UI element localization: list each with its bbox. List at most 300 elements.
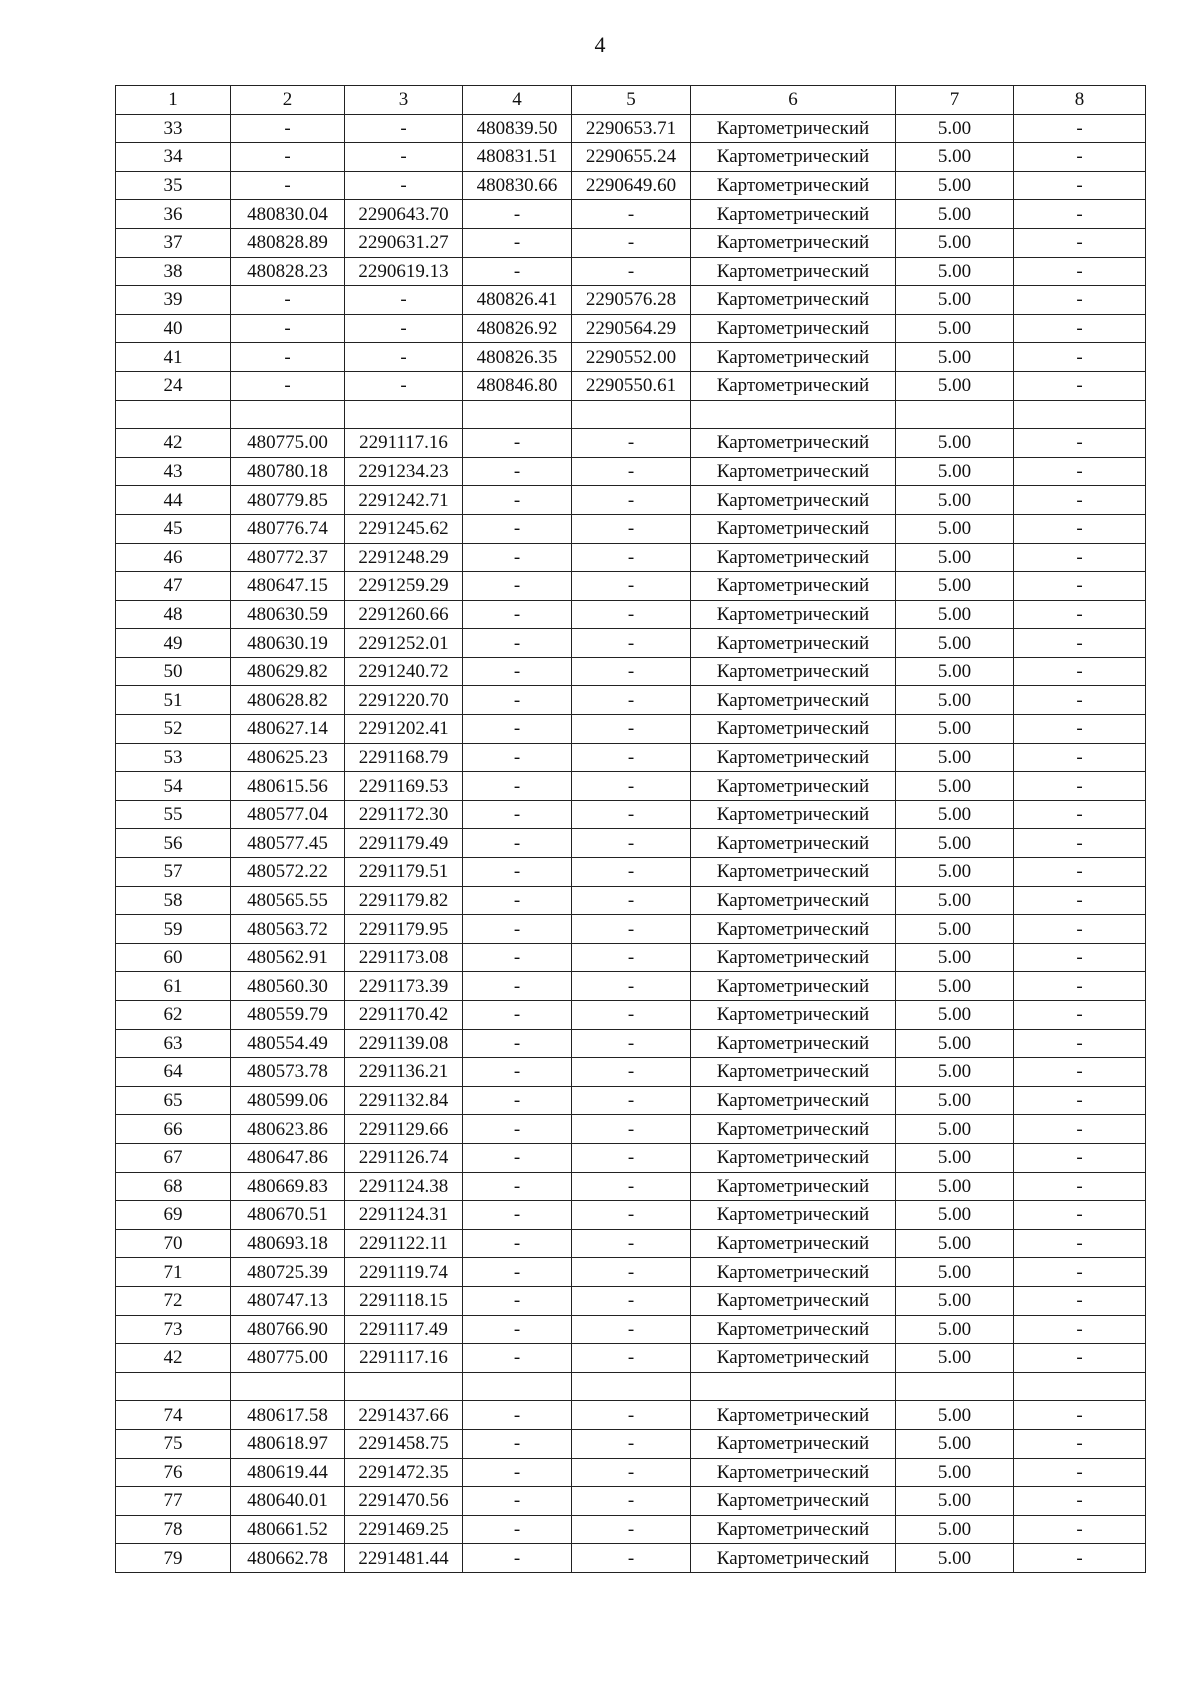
table-cell-col-5: - (572, 686, 691, 715)
table-row (116, 1143, 1146, 1172)
table-cell-col-4: - (463, 572, 572, 601)
table-cell-col-1: 51 (116, 686, 231, 715)
table-cell-col-8: - (1014, 657, 1146, 686)
table-cell-col-7: 5.00 (896, 657, 1014, 686)
table-cell-col-1: 53 (116, 743, 231, 772)
table-cell-col-4: - (463, 800, 572, 829)
table-cell-col-8: - (1014, 686, 1146, 715)
table-row (116, 800, 1146, 829)
table-cell-col-4: - (463, 1229, 572, 1258)
table-cell-col-7: 5.00 (896, 600, 1014, 629)
table-cell-col-4: - (463, 858, 572, 887)
table-cell-col-1: 44 (116, 486, 231, 515)
table-cell-col-2: 480577.45 (231, 829, 345, 858)
table-cell-col-1: 68 (116, 1172, 231, 1201)
table-cell-col-5: - (572, 429, 691, 458)
table-cell-col-3: 2291458.75 (345, 1429, 463, 1458)
table-cell-col-5: - (572, 1544, 691, 1573)
table-row (116, 114, 1146, 143)
table-cell-col-5: 2290552.00 (572, 343, 691, 372)
table-cell-col-6: Картометрический (691, 972, 896, 1001)
table-cell-col-4: - (463, 1315, 572, 1344)
table-row (116, 457, 1146, 486)
table-cell-col-5: - (572, 829, 691, 858)
table-cell-col-1: 67 (116, 1143, 231, 1172)
table-cell-col-7: 5.00 (896, 143, 1014, 172)
table-cell-col-8: - (1014, 1029, 1146, 1058)
table-cell-col-5: - (572, 1315, 691, 1344)
table-cell-col-7: 5.00 (896, 1515, 1014, 1544)
table-cell-col-5: - (572, 1429, 691, 1458)
table-cell-col-1: 64 (116, 1058, 231, 1087)
table-row (116, 429, 1146, 458)
table-cell-col-1: 49 (116, 629, 231, 658)
table-cell-col-2: 480559.79 (231, 1001, 345, 1030)
table-cell-col-5: - (572, 543, 691, 572)
table-row (116, 1001, 1146, 1030)
table-cell-col-6: Картометрический (691, 343, 896, 372)
table-cell-col-3: 2291470.56 (345, 1487, 463, 1516)
table-cell-col-1: 57 (116, 858, 231, 887)
table-cell-col-7: 5.00 (896, 1172, 1014, 1201)
table-cell-col-4: - (463, 1286, 572, 1315)
table-cell-col-4: - (463, 1143, 572, 1172)
table-cell-col-6: Картометрический (691, 371, 896, 400)
table-row (116, 371, 1146, 400)
header-cell-col-4: 4 (463, 86, 572, 115)
table-cell-col-7: 5.00 (896, 915, 1014, 944)
header-cell-col-5: 5 (572, 86, 691, 115)
table-cell-col-1: 71 (116, 1258, 231, 1287)
table-cell-col-3: 2291173.08 (345, 943, 463, 972)
table-cell-col-1: 48 (116, 600, 231, 629)
table-row (116, 143, 1146, 172)
table-row (116, 1344, 1146, 1373)
table-row (116, 486, 1146, 515)
table-cell-col-7: 5.00 (896, 114, 1014, 143)
table-cell-col-3: 2291129.66 (345, 1115, 463, 1144)
table-cell-col-7 (896, 400, 1014, 429)
table-cell-col-1: 24 (116, 371, 231, 400)
table-row (116, 1229, 1146, 1258)
table-cell-col-2: 480828.23 (231, 257, 345, 286)
table-cell-col-6: Картометрический (691, 1315, 896, 1344)
table-cell-col-2: 480617.58 (231, 1401, 345, 1430)
table-cell-col-3: 2291173.39 (345, 972, 463, 1001)
table-cell-col-7: 5.00 (896, 228, 1014, 257)
table-cell-col-6: Картометрический (691, 1258, 896, 1287)
table-row (116, 314, 1146, 343)
table-cell-col-3: 2291245.62 (345, 514, 463, 543)
table-cell-col-4 (463, 1372, 572, 1401)
table-cell-col-8: - (1014, 1458, 1146, 1487)
table-cell-col-2: 480693.18 (231, 1229, 345, 1258)
table-cell-col-1: 70 (116, 1229, 231, 1258)
table-cell-col-3: 2291126.74 (345, 1143, 463, 1172)
table-cell-col-8: - (1014, 1258, 1146, 1287)
table-cell-col-5: - (572, 457, 691, 486)
table-cell-col-4: - (463, 943, 572, 972)
table-cell-col-3 (345, 1372, 463, 1401)
table-row (116, 972, 1146, 1001)
table-cell-col-7: 5.00 (896, 1487, 1014, 1516)
table-cell-col-8: - (1014, 629, 1146, 658)
table-cell-col-4: - (463, 886, 572, 915)
table-cell-col-4: - (463, 1458, 572, 1487)
table-cell-col-8: - (1014, 1344, 1146, 1373)
table-cell-col-4: - (463, 1172, 572, 1201)
table-cell-col-7: 5.00 (896, 686, 1014, 715)
table-spacer-row (116, 400, 1146, 429)
table-cell-col-2: 480619.44 (231, 1458, 345, 1487)
table-cell-col-7: 5.00 (896, 286, 1014, 315)
table-cell-col-6: Картометрический (691, 915, 896, 944)
table-cell-col-3: 2291260.66 (345, 600, 463, 629)
table-cell-col-8: - (1014, 915, 1146, 944)
table-cell-col-3: 2291122.11 (345, 1229, 463, 1258)
table-cell-col-5 (572, 1372, 691, 1401)
table-cell-col-6: Картометрический (691, 629, 896, 658)
table-cell-col-3: 2291234.23 (345, 457, 463, 486)
table-cell-col-8: - (1014, 715, 1146, 744)
table-cell-col-6: Картометрический (691, 772, 896, 801)
table-cell-col-1: 45 (116, 514, 231, 543)
table-row (116, 514, 1146, 543)
table-row (116, 829, 1146, 858)
table-cell-col-8 (1014, 1372, 1146, 1401)
table-cell-col-2: 480630.19 (231, 629, 345, 658)
table-cell-col-4: - (463, 200, 572, 229)
table-cell-col-7: 5.00 (896, 257, 1014, 286)
table-cell-col-6: Картометрический (691, 1143, 896, 1172)
table-cell-col-2: 480647.15 (231, 572, 345, 601)
table-cell-col-1: 37 (116, 228, 231, 257)
table-cell-col-4: - (463, 715, 572, 744)
table-cell-col-2: - (231, 171, 345, 200)
table-cell-col-8: - (1014, 514, 1146, 543)
table-cell-col-5: - (572, 1172, 691, 1201)
table-cell-col-5: 2290655.24 (572, 143, 691, 172)
table-cell-col-2: 480562.91 (231, 943, 345, 972)
table-cell-col-2: 480630.59 (231, 600, 345, 629)
table-cell-col-3: 2291220.70 (345, 686, 463, 715)
table-cell-col-5: - (572, 257, 691, 286)
table-cell-col-8: - (1014, 1515, 1146, 1544)
table-cell-col-2: 480662.78 (231, 1544, 345, 1573)
table-cell-col-5: - (572, 1201, 691, 1230)
table-row (116, 1315, 1146, 1344)
table-cell-col-4: 480826.41 (463, 286, 572, 315)
table-cell-col-3: - (345, 143, 463, 172)
table-cell-col-3: 2291259.29 (345, 572, 463, 601)
table-cell-col-7: 5.00 (896, 1029, 1014, 1058)
table-cell-col-2: - (231, 143, 345, 172)
table-cell-col-2: 480661.52 (231, 1515, 345, 1544)
table-cell-col-2: 480554.49 (231, 1029, 345, 1058)
table-cell-col-7: 5.00 (896, 1143, 1014, 1172)
table-cell-col-6: Картометрический (691, 114, 896, 143)
table-cell-col-3: - (345, 114, 463, 143)
table-cell-col-7: 5.00 (896, 1058, 1014, 1087)
table-cell-col-4: - (463, 1429, 572, 1458)
table-cell-col-6: Картометрический (691, 1086, 896, 1115)
table-cell-col-6: Картометрический (691, 943, 896, 972)
header-cell-col-6: 6 (691, 86, 896, 115)
table-cell-col-1: 42 (116, 1344, 231, 1373)
table-cell-col-1: 56 (116, 829, 231, 858)
table-cell-col-2: - (231, 343, 345, 372)
table-cell-col-8: - (1014, 1115, 1146, 1144)
table-cell-col-3: 2290619.13 (345, 257, 463, 286)
table-cell-col-6: Картометрический (691, 715, 896, 744)
table-cell-col-5: - (572, 972, 691, 1001)
table-row (116, 943, 1146, 972)
table-cell-col-4: - (463, 686, 572, 715)
table-row (116, 1401, 1146, 1430)
table-cell-col-8: - (1014, 1058, 1146, 1087)
table-row (116, 1201, 1146, 1230)
table-cell-col-7: 5.00 (896, 1458, 1014, 1487)
table-cell-col-6: Картометрический (691, 1515, 896, 1544)
table-cell-col-5: 2290653.71 (572, 114, 691, 143)
table-cell-col-6: Картометрический (691, 286, 896, 315)
table-cell-col-8: - (1014, 1001, 1146, 1030)
table-cell-col-8: - (1014, 800, 1146, 829)
table-cell-col-2: 480573.78 (231, 1058, 345, 1087)
table-cell-col-3: 2291469.25 (345, 1515, 463, 1544)
header-cell-col-8: 8 (1014, 86, 1146, 115)
table-cell-col-1: 50 (116, 657, 231, 686)
table-cell-col-1: 33 (116, 114, 231, 143)
table-cell-col-1: 52 (116, 715, 231, 744)
table-cell-col-7: 5.00 (896, 1429, 1014, 1458)
table-cell-col-6: Картометрический (691, 829, 896, 858)
table-cell-col-2: 480628.82 (231, 686, 345, 715)
table-cell-col-8: - (1014, 858, 1146, 887)
table-cell-col-3: 2291124.31 (345, 1201, 463, 1230)
table-cell-col-3: 2291170.42 (345, 1001, 463, 1030)
table-cell-col-3: - (345, 314, 463, 343)
table-cell-col-4: 480831.51 (463, 143, 572, 172)
table-cell-col-8: - (1014, 257, 1146, 286)
table-cell-col-7: 5.00 (896, 629, 1014, 658)
table-row (116, 858, 1146, 887)
table-cell-col-8: - (1014, 371, 1146, 400)
table-cell-col-3: 2291139.08 (345, 1029, 463, 1058)
table-cell-col-4: - (463, 543, 572, 572)
table-cell-col-8: - (1014, 228, 1146, 257)
table-cell-col-2 (231, 1372, 345, 1401)
table-cell-col-5: - (572, 657, 691, 686)
table-cell-col-3: 2291117.16 (345, 429, 463, 458)
table-cell-col-3: 2291437.66 (345, 1401, 463, 1430)
table-row (116, 600, 1146, 629)
table-cell-col-5: 2290564.29 (572, 314, 691, 343)
table-cell-col-3: 2291172.30 (345, 800, 463, 829)
table-cell-col-3: 2291136.21 (345, 1058, 463, 1087)
table-cell-col-7: 5.00 (896, 1344, 1014, 1373)
table-cell-col-6: Картометрический (691, 657, 896, 686)
header-cell-col-3: 3 (345, 86, 463, 115)
table-cell-col-4: - (463, 1258, 572, 1287)
table-spacer-row (116, 1372, 1146, 1401)
table-cell-col-1: 47 (116, 572, 231, 601)
table-cell-col-3: 2291240.72 (345, 657, 463, 686)
table-cell-col-8: - (1014, 1401, 1146, 1430)
table-cell-col-6: Картометрический (691, 457, 896, 486)
table-cell-col-4: - (463, 1086, 572, 1115)
table-cell-col-8: - (1014, 486, 1146, 515)
table-cell-col-5: - (572, 1487, 691, 1516)
table-cell-col-6: Картометрический (691, 1201, 896, 1230)
table-cell-col-5 (572, 400, 691, 429)
table-cell-col-3: - (345, 171, 463, 200)
table-cell-col-4: - (463, 772, 572, 801)
table-cell-col-4: 480830.66 (463, 171, 572, 200)
table-cell-col-1 (116, 400, 231, 429)
table-row (116, 1544, 1146, 1573)
table-cell-col-8: - (1014, 943, 1146, 972)
table-cell-col-8: - (1014, 1286, 1146, 1315)
table-cell-col-1: 65 (116, 1086, 231, 1115)
table-cell-col-6: Картометрический (691, 514, 896, 543)
table-cell-col-4: - (463, 829, 572, 858)
table-cell-col-1: 72 (116, 1286, 231, 1315)
table-cell-col-7: 5.00 (896, 1315, 1014, 1344)
table-row (116, 886, 1146, 915)
table-cell-col-3: - (345, 371, 463, 400)
table-cell-col-1: 59 (116, 915, 231, 944)
table-cell-col-6: Картометрический (691, 228, 896, 257)
table-cell-col-5: - (572, 1029, 691, 1058)
table-row (116, 286, 1146, 315)
table-cell-col-3 (345, 400, 463, 429)
table-cell-col-5: - (572, 886, 691, 915)
table-cell-col-2: 480647.86 (231, 1143, 345, 1172)
table-cell-col-4: - (463, 1201, 572, 1230)
table-cell-col-8: - (1014, 886, 1146, 915)
table-row (116, 915, 1146, 944)
table-cell-col-5: - (572, 858, 691, 887)
table-cell-col-7: 5.00 (896, 886, 1014, 915)
table-cell-col-4 (463, 400, 572, 429)
table-cell-col-5: - (572, 1229, 691, 1258)
table-row (116, 1429, 1146, 1458)
table-cell-col-2: 480560.30 (231, 972, 345, 1001)
table-cell-col-7: 5.00 (896, 1229, 1014, 1258)
table-cell-col-2: 480779.85 (231, 486, 345, 515)
table-row (116, 657, 1146, 686)
table-cell-col-6: Картометрический (691, 429, 896, 458)
table-cell-col-8: - (1014, 200, 1146, 229)
table-cell-col-3: 2291179.49 (345, 829, 463, 858)
table-cell-col-4: - (463, 228, 572, 257)
table-cell-col-3: - (345, 286, 463, 315)
table-cell-col-3: 2290643.70 (345, 200, 463, 229)
table-cell-col-1: 63 (116, 1029, 231, 1058)
coordinates-table (115, 85, 1146, 1573)
table-cell-col-2: 480725.39 (231, 1258, 345, 1287)
table-cell-col-2: 480830.04 (231, 200, 345, 229)
table-cell-col-7: 5.00 (896, 429, 1014, 458)
table-cell-col-3: 2291481.44 (345, 1544, 463, 1573)
table-cell-col-7: 5.00 (896, 829, 1014, 858)
table-cell-col-8: - (1014, 143, 1146, 172)
table-cell-col-4: - (463, 1344, 572, 1373)
table-cell-col-2: 480629.82 (231, 657, 345, 686)
table-row (116, 1258, 1146, 1287)
table-cell-col-2: 480670.51 (231, 1201, 345, 1230)
table-row (116, 257, 1146, 286)
table-cell-col-2: 480618.97 (231, 1429, 345, 1458)
table-row (116, 543, 1146, 572)
table-cell-col-6: Картометрический (691, 800, 896, 829)
table-cell-col-7: 5.00 (896, 1258, 1014, 1287)
table-cell-col-7: 5.00 (896, 858, 1014, 887)
table-cell-col-3: 2291117.49 (345, 1315, 463, 1344)
table-cell-col-7: 5.00 (896, 800, 1014, 829)
table-cell-col-8: - (1014, 972, 1146, 1001)
table-cell-col-8: - (1014, 457, 1146, 486)
table-cell-col-8: - (1014, 1143, 1146, 1172)
table-cell-col-1: 61 (116, 972, 231, 1001)
table-cell-col-1: 54 (116, 772, 231, 801)
table-cell-col-5: - (572, 715, 691, 744)
table-cell-col-4: - (463, 1001, 572, 1030)
table-cell-col-8: - (1014, 314, 1146, 343)
table-row (116, 1286, 1146, 1315)
table-row (116, 715, 1146, 744)
table-cell-col-1: 38 (116, 257, 231, 286)
table-cell-col-4: - (463, 486, 572, 515)
table-cell-col-7: 5.00 (896, 200, 1014, 229)
table-cell-col-1: 35 (116, 171, 231, 200)
table-cell-col-1: 69 (116, 1201, 231, 1230)
table-cell-col-1: 58 (116, 886, 231, 915)
table-cell-col-2: 480565.55 (231, 886, 345, 915)
table-cell-col-4: - (463, 1058, 572, 1087)
table-cell-col-4: - (463, 1029, 572, 1058)
table-cell-col-4: - (463, 629, 572, 658)
table-cell-col-5: 2290576.28 (572, 286, 691, 315)
table-row (116, 200, 1146, 229)
table-cell-col-3: 2291472.35 (345, 1458, 463, 1487)
table-row (116, 629, 1146, 658)
table-cell-col-3: 2291202.41 (345, 715, 463, 744)
table-cell-col-3: 2291248.29 (345, 543, 463, 572)
table-cell-col-6: Картометрический (691, 1001, 896, 1030)
table-cell-col-2: - (231, 286, 345, 315)
table-cell-col-8: - (1014, 1429, 1146, 1458)
table-cell-col-5: - (572, 772, 691, 801)
table-cell-col-2: 480563.72 (231, 915, 345, 944)
table-cell-col-8: - (1014, 114, 1146, 143)
table-cell-col-1: 41 (116, 343, 231, 372)
table-cell-col-3: 2291169.53 (345, 772, 463, 801)
table-cell-col-6: Картометрический (691, 1229, 896, 1258)
table-cell-col-4: 480826.92 (463, 314, 572, 343)
table-cell-col-2: 480577.04 (231, 800, 345, 829)
table-cell-col-6: Картометрический (691, 886, 896, 915)
table-cell-col-4: - (463, 915, 572, 944)
table-cell-col-4: - (463, 1115, 572, 1144)
table-cell-col-8: - (1014, 1172, 1146, 1201)
table-cell-col-7: 5.00 (896, 1544, 1014, 1573)
table-cell-col-3: 2291168.79 (345, 743, 463, 772)
table-cell-col-7: 5.00 (896, 486, 1014, 515)
table-cell-col-4: - (463, 1544, 572, 1573)
table-cell-col-3: 2291179.51 (345, 858, 463, 887)
